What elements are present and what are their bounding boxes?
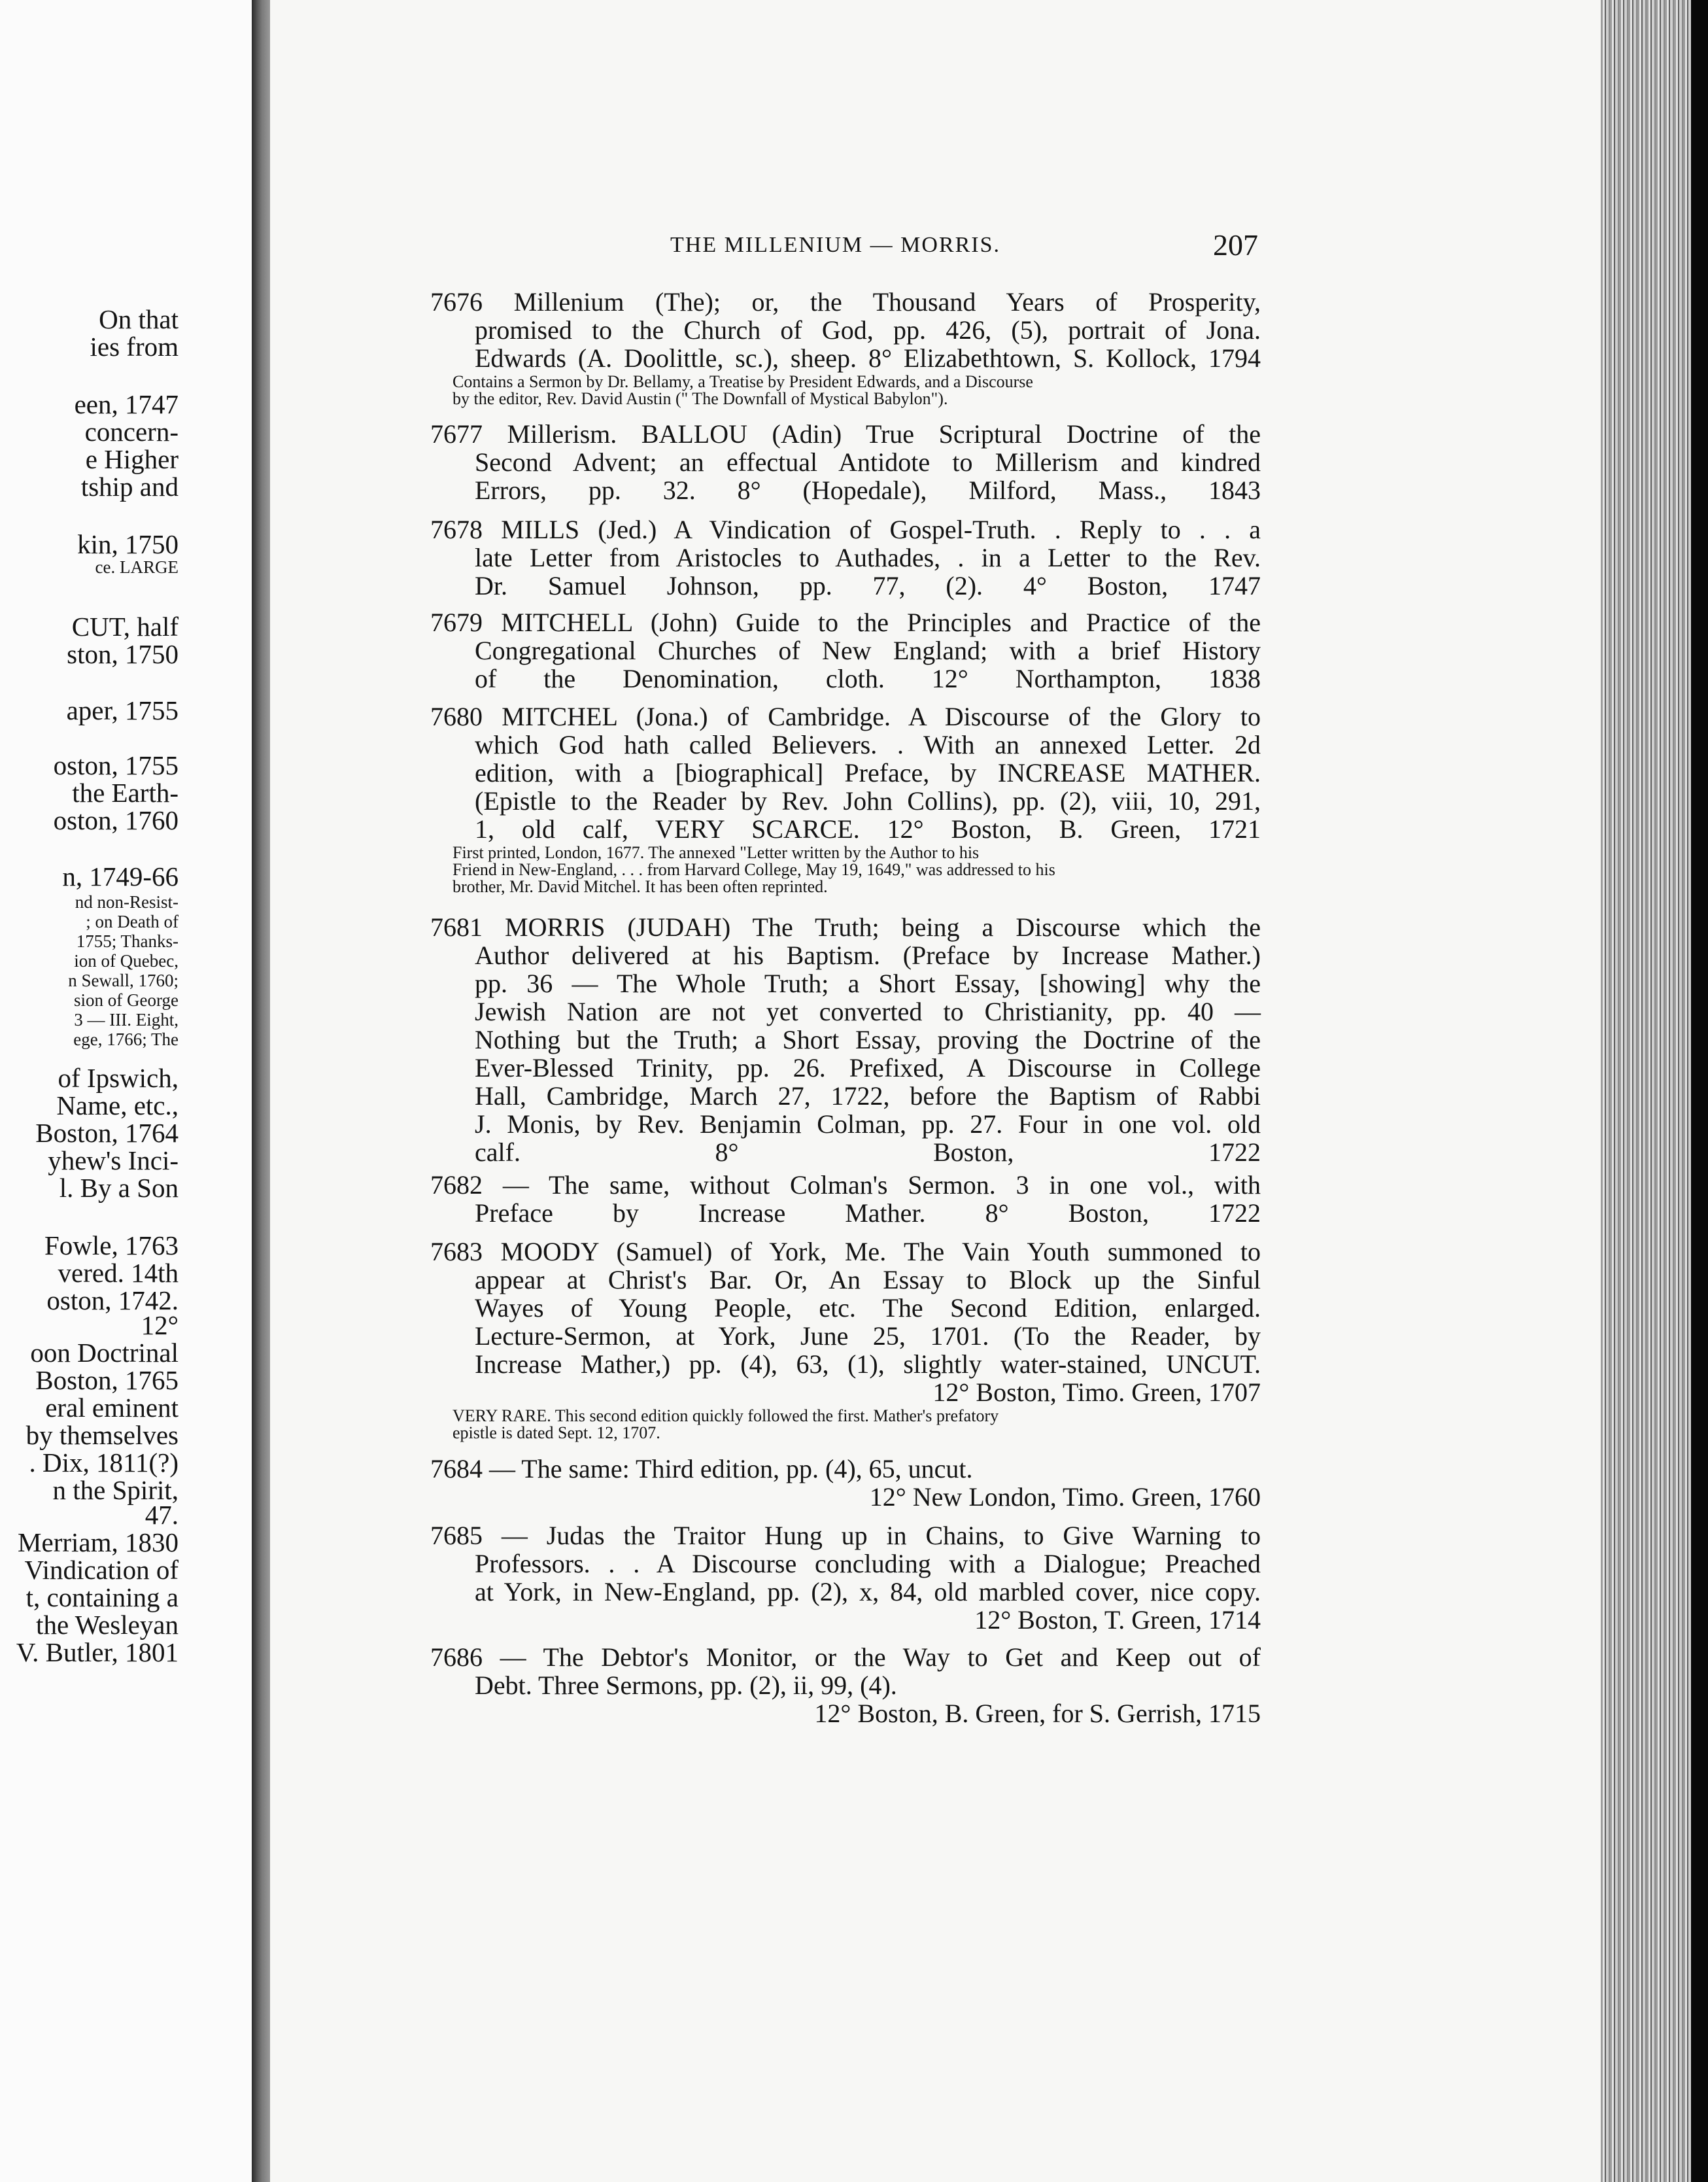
left-page-line: yhew's Inci-: [48, 1145, 179, 1175]
left-page-line: concern-: [84, 417, 179, 447]
entry-note-line: VERY RARE. This second edition quickly followed the first. Mather's prefatory: [453, 1406, 999, 1425]
left-page-line: oston, 1755: [53, 750, 179, 780]
entry-line: of the Denomination, cloth. 12° Northampton, 1838: [475, 664, 1261, 693]
left-page-line: Vindication of: [24, 1555, 179, 1585]
entry-line: Errors, pp. 32. 8° (Hopedale), Milford, Mass., 1843: [475, 476, 1261, 505]
catalogue-entry: [430, 515, 1261, 600]
left-page-line: n Sewall, 1760;: [68, 971, 179, 990]
left-page-line: ce. LARGE: [95, 557, 179, 577]
entry-line: Congregational Churches of New England; with a brief History: [475, 636, 1261, 665]
entry-line: J. Monis, by Rev. Benjamin Colman, pp. 27. Four in one vol. old: [475, 1109, 1261, 1139]
entry-line: appear at Christ's Bar. Or, An Essay to Block up the Sinful: [475, 1265, 1261, 1294]
entry-line: Debt. Three Sermons, pp. (2), ii, 99, (4).: [475, 1671, 897, 1700]
entry-line: Ever-Blessed Trinity, pp. 26. Prefixed, A Discourse in College: [475, 1053, 1261, 1082]
catalogue-entry: [430, 288, 1261, 407]
left-page-line: the Wesleyan: [36, 1610, 179, 1640]
page-number: 207: [1213, 228, 1258, 262]
entry-note: [430, 1408, 1261, 1442]
entry-line: pp. 36 — The Whole Truth; a Short Essay, [showing] why the: [475, 969, 1261, 998]
left-page-line: kin, 1750: [77, 529, 179, 559]
left-page-line: l. By a Son: [59, 1173, 179, 1203]
entry-line: 7677 Millerism. BALLOU (Adin) True Scriptural Doctrine of the: [430, 419, 1261, 449]
entry-line: Nothing but the Truth; a Short Essay, proving the Doctrine of the: [475, 1025, 1261, 1054]
left-page-line: V. Butler, 1801: [16, 1637, 179, 1667]
left-page-line: oston, 1760: [53, 805, 179, 835]
left-page-line: nd non-Resist-: [75, 892, 179, 912]
left-page-line: eral eminent: [45, 1393, 179, 1423]
entry-line: Wayes of Young People, etc. The Second Edition, enlarged.: [475, 1293, 1261, 1323]
entry-line: 1, old calf, VERY SCARCE. 12° Boston, B. Green, 1721: [475, 814, 1261, 844]
left-page-line: oston, 1742.: [46, 1285, 179, 1315]
left-page-line: een, 1747: [74, 389, 179, 419]
left-page-line: 1755; Thanks-: [76, 931, 179, 951]
left-page-line: Fowle, 1763: [44, 1230, 179, 1260]
entry-line: 7684 — The same: Third edition, pp. (4), 65, uncut.: [430, 1454, 973, 1483]
running-head: THE MILLENIUM — MORRIS.: [670, 233, 1000, 257]
left-page-line: t, containing a: [26, 1582, 179, 1612]
left-page-line: Name, etc.,: [56, 1090, 179, 1120]
left-page-line: n the Spirit,: [52, 1475, 179, 1505]
left-page-line: 12°: [141, 1310, 179, 1340]
left-page-line: ; on Death of: [86, 912, 179, 931]
page-edge-shadow: [1691, 0, 1708, 2182]
catalogue-entry: [430, 1455, 1261, 1511]
entry-note: [430, 373, 1261, 407]
left-page-line: ion of Quebec,: [74, 951, 179, 971]
catalogue-entry: [430, 702, 1261, 895]
entry-line: Preface by Increase Mather. 8° Boston, 1722: [475, 1198, 1261, 1228]
entry-line: 7681 MORRIS (JUDAH) The Truth; being a Discourse which the: [430, 912, 1261, 942]
entry-line: 12° Boston, T. Green, 1714: [974, 1605, 1261, 1635]
entry-line: 7686 — The Debtor's Monitor, or the Way to Get and Keep out of: [430, 1642, 1261, 1672]
left-page-line: ston, 1750: [67, 639, 179, 669]
entry-line: Lecture-Sermon, at York, June 25, 1701. (To the Reader, by: [475, 1321, 1261, 1351]
entry-line: 7683 MOODY (Samuel) of York, Me. The Vain Youth summoned to: [430, 1237, 1261, 1266]
left-page-line: by themselves: [26, 1420, 179, 1450]
left-page-line: aper, 1755: [66, 695, 179, 725]
left-page-line: e Higher: [85, 444, 179, 474]
entry-line: 7685 — Judas the Traitor Hung up in Chains, to Give Warning to: [430, 1521, 1261, 1550]
entry-note-line: epistle is dated Sept. 12, 1707.: [453, 1423, 660, 1442]
catalogue-entry: [430, 1643, 1261, 1727]
entry-line: 7679 MITCHELL (John) Guide to the Principles and Practice of the: [430, 608, 1261, 637]
entry-line: 12° Boston, B. Green, for S. Gerrish, 1715: [814, 1699, 1261, 1728]
entry-line: Second Advent; an effectual Antidote to Millerism and kindred: [475, 447, 1261, 477]
left-page-line: ies from: [90, 332, 179, 362]
entry-line: Author delivered at his Baptism. (Preface by Increase Mather.): [475, 941, 1261, 970]
entry-line: late Letter from Aristocles to Authades, . in a Letter to the Rev.: [475, 543, 1261, 572]
left-page-line: CUT, half: [71, 612, 179, 642]
entry-note-line: First printed, London, 1677. The annexed "Letter written by the Author to his: [453, 843, 980, 862]
catalogue-entry: [430, 913, 1261, 1166]
entry-line: Hall, Cambridge, March 27, 1722, before the Baptism of Rabbi: [475, 1081, 1261, 1111]
left-page-line: sion of George: [74, 990, 179, 1010]
entry-note-line: brother, Mr. David Mitchel. It has been often reprinted.: [453, 877, 828, 896]
left-page-line: Boston, 1764: [35, 1118, 179, 1148]
left-page-line: oon Doctrinal: [30, 1338, 179, 1368]
entry-line: 12° New London, Timo. Green, 1760: [869, 1482, 1261, 1512]
entry-line: 12° Boston, Timo. Green, 1707: [932, 1377, 1261, 1407]
left-page-line: 3 — III. Eight,: [74, 1010, 179, 1030]
entry-note-line: by the editor, Rev. David Austin (" The Downfall of Mystical Babylon").: [453, 389, 948, 408]
left-page-line: the Earth-: [72, 778, 179, 808]
left-page-line: vered. 14th: [58, 1258, 179, 1288]
entry-line: 7682 — The same, without Colman's Sermon. 3 in one vol., with: [430, 1170, 1261, 1200]
entry-line: at York, in New-England, pp. (2), x, 84, old marbled cover, nice copy.: [475, 1577, 1261, 1606]
entry-note-line: Contains a Sermon by Dr. Bellamy, a Treatise by President Edwards, and a Discourse: [453, 372, 1033, 391]
entry-line: Jewish Nation are not yet converted to Christianity, pp. 40 —: [475, 997, 1261, 1026]
left-page-fragment: [0, 0, 252, 2182]
entry-line: calf. 8° Boston, 1722: [475, 1137, 1261, 1167]
catalogue-entry: [430, 1521, 1261, 1634]
left-page-line: n, 1749-66: [62, 861, 179, 892]
catalogue-entry: [430, 608, 1261, 693]
catalogue-entry: [430, 1238, 1261, 1442]
entry-line: Increase Mather,) pp. (4), 63, (1), slightly water-stained, UNCUT.: [475, 1349, 1261, 1379]
left-page-line: ege, 1766; The: [73, 1030, 179, 1049]
left-page-line: . Dix, 1811(?): [29, 1447, 179, 1478]
entry-line: (Epistle to the Reader by Rev. John Collins), pp. (2), viii, 10, 291,: [475, 786, 1261, 816]
left-page-line: of Ipswich,: [58, 1063, 179, 1093]
left-page-line: tship and: [80, 472, 179, 502]
entry-note-line: Friend in New-England, . . . from Harvard College, May 19, 1649," was addressed to his: [453, 860, 1055, 879]
entry-line: Dr. Samuel Johnson, pp. 77, (2). 4° Boston, 1747: [475, 571, 1261, 600]
entry-line: 7676 Millenium (The); or, the Thousand Years of Prosperity,: [430, 287, 1261, 317]
entry-line: Edwards (A. Doolittle, sc.), sheep. 8° Elizabethtown, S. Kollock, 1794: [475, 343, 1261, 373]
entry-line: which God hath called Believers. . With an annexed Letter. 2d: [475, 730, 1261, 759]
left-page-line: Merriam, 1830: [18, 1527, 179, 1557]
page-edge-stack: [1601, 0, 1691, 2182]
left-page-line: Boston, 1765: [35, 1365, 179, 1395]
entry-line: promised to the Church of God, pp. 426, (5), portrait of Jona.: [475, 315, 1261, 345]
left-page-line: On that: [99, 304, 179, 334]
entry-line: Professors. . . A Discourse concluding with a Dialogue; Preached: [475, 1549, 1261, 1578]
book-gutter: [252, 0, 270, 2182]
entry-note: [430, 844, 1261, 895]
entry-line: 7678 MILLS (Jed.) A Vindication of Gospel-Truth. . Reply to . . a: [430, 515, 1261, 544]
catalogue-entry: [430, 420, 1261, 504]
catalogue-entry: [430, 1171, 1261, 1227]
entry-line: 7680 MITCHEL (Jona.) of Cambridge. A Discourse of the Glory to: [430, 702, 1261, 731]
entry-line: edition, with a [biographical] Preface, by INCREASE MATHER.: [475, 758, 1261, 788]
left-page-line: 47.: [145, 1500, 179, 1530]
